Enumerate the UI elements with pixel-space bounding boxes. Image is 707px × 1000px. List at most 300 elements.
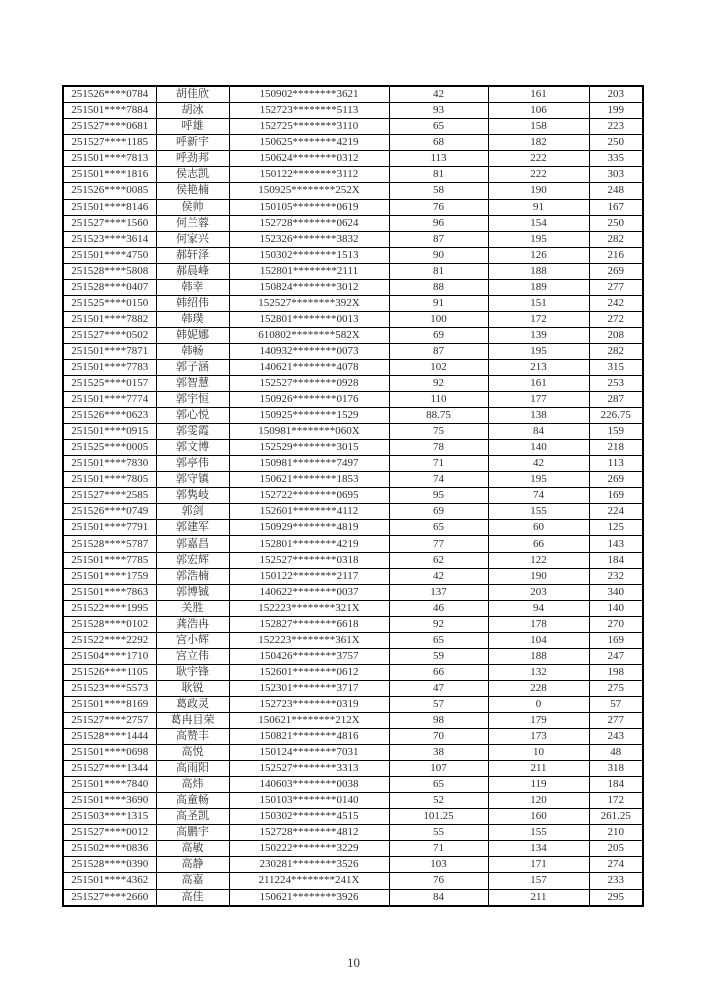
table-row xyxy=(63,809,643,825)
id-number-cell: 150925********252X xyxy=(229,183,389,199)
score-1-cell: 88.75 xyxy=(389,408,488,424)
score-2-cell: 160 xyxy=(488,809,589,825)
name-cell: 高雨阳 xyxy=(156,761,229,777)
score-2-cell: 154 xyxy=(488,215,589,231)
table-row xyxy=(63,873,643,889)
registration-number-cell: 251501****7774 xyxy=(63,392,156,408)
score-2-cell: 155 xyxy=(488,504,589,520)
name-cell: 郭宏辉 xyxy=(156,552,229,568)
id-number-cell: 152527********3313 xyxy=(229,761,389,777)
name-cell: 高敏 xyxy=(156,841,229,857)
score-1-cell: 47 xyxy=(389,680,488,696)
score-2-cell: 104 xyxy=(488,632,589,648)
score-2-cell: 172 xyxy=(488,311,589,327)
table-row xyxy=(63,713,643,729)
registration-number-cell: 251501****4750 xyxy=(63,247,156,263)
score-1-cell: 65 xyxy=(389,520,488,536)
score-1-cell: 77 xyxy=(389,536,488,552)
score-2-cell: 126 xyxy=(488,247,589,263)
id-number-cell: 152223********361X xyxy=(229,632,389,648)
score-1-cell: 57 xyxy=(389,696,488,712)
name-cell: 郭智慧 xyxy=(156,376,229,392)
score-1-cell: 102 xyxy=(389,359,488,375)
total-score-cell: 203 xyxy=(589,86,643,103)
table-row xyxy=(63,793,643,809)
table-row xyxy=(63,103,643,119)
table-row xyxy=(63,199,643,215)
registration-number-cell: 251522****2292 xyxy=(63,632,156,648)
total-score-cell: 318 xyxy=(589,761,643,777)
name-cell: 韩畅 xyxy=(156,343,229,359)
registration-number-cell: 251525****0157 xyxy=(63,376,156,392)
registration-number-cell: 251501****7791 xyxy=(63,520,156,536)
id-number-cell: 152801********2111 xyxy=(229,263,389,279)
score-2-cell: 188 xyxy=(488,648,589,664)
name-cell: 韩璞 xyxy=(156,311,229,327)
name-cell: 高佳 xyxy=(156,889,229,906)
name-cell: 高圣凯 xyxy=(156,809,229,825)
score-1-cell: 84 xyxy=(389,889,488,906)
score-1-cell: 78 xyxy=(389,440,488,456)
table-row xyxy=(63,327,643,343)
id-number-cell: 150302********1513 xyxy=(229,247,389,263)
table-row xyxy=(63,841,643,857)
total-score-cell: 275 xyxy=(589,680,643,696)
score-2-cell: 161 xyxy=(488,376,589,392)
total-score-cell: 250 xyxy=(589,215,643,231)
score-2-cell: 10 xyxy=(488,745,589,761)
score-1-cell: 65 xyxy=(389,119,488,135)
total-score-cell: 210 xyxy=(589,825,643,841)
score-2-cell: 173 xyxy=(488,729,589,745)
table-row xyxy=(63,729,643,745)
total-score-cell: 184 xyxy=(589,777,643,793)
id-number-cell: 152728********0624 xyxy=(229,215,389,231)
score-1-cell: 71 xyxy=(389,841,488,857)
registration-number-cell: 251501****7882 xyxy=(63,311,156,327)
name-cell: 郭子涵 xyxy=(156,359,229,375)
score-table xyxy=(62,85,644,907)
registration-number-cell: 251527****1185 xyxy=(63,135,156,151)
registration-number-cell: 251501****7884 xyxy=(63,103,156,119)
score-2-cell: 66 xyxy=(488,536,589,552)
total-score-cell: 274 xyxy=(589,857,643,873)
score-2-cell: 60 xyxy=(488,520,589,536)
score-1-cell: 101.25 xyxy=(389,809,488,825)
score-1-cell: 75 xyxy=(389,424,488,440)
id-number-cell: 150621********212X xyxy=(229,713,389,729)
table-row xyxy=(63,552,643,568)
registration-number-cell: 251501****4362 xyxy=(63,873,156,889)
score-2-cell: 94 xyxy=(488,600,589,616)
name-cell: 胡佳欣 xyxy=(156,86,229,103)
id-number-cell: 152722********0695 xyxy=(229,488,389,504)
id-number-cell: 150105********0619 xyxy=(229,199,389,215)
table-row xyxy=(63,311,643,327)
total-score-cell: 223 xyxy=(589,119,643,135)
table-row xyxy=(63,215,643,231)
registration-number-cell: 251528****5787 xyxy=(63,536,156,552)
registration-number-cell: 251526****0784 xyxy=(63,86,156,103)
score-1-cell: 71 xyxy=(389,456,488,472)
score-1-cell: 113 xyxy=(389,151,488,167)
table-row xyxy=(63,648,643,664)
id-number-cell: 610802********582X xyxy=(229,327,389,343)
table-row xyxy=(63,568,643,584)
total-score-cell: 303 xyxy=(589,167,643,183)
id-number-cell: 150625********4219 xyxy=(229,135,389,151)
registration-number-cell: 251501****7813 xyxy=(63,151,156,167)
total-score-cell: 184 xyxy=(589,552,643,568)
id-number-cell: 152601********0612 xyxy=(229,664,389,680)
id-number-cell: 150103********0140 xyxy=(229,793,389,809)
registration-number-cell: 251528****1444 xyxy=(63,729,156,745)
registration-number-cell: 251501****7805 xyxy=(63,472,156,488)
name-cell: 宫立伟 xyxy=(156,648,229,664)
registration-number-cell: 251523****3614 xyxy=(63,231,156,247)
total-score-cell: 242 xyxy=(589,295,643,311)
name-cell: 高赞丰 xyxy=(156,729,229,745)
score-2-cell: 139 xyxy=(488,327,589,343)
score-2-cell: 74 xyxy=(488,488,589,504)
name-cell: 高嘉 xyxy=(156,873,229,889)
score-2-cell: 119 xyxy=(488,777,589,793)
score-1-cell: 137 xyxy=(389,584,488,600)
registration-number-cell: 251528****5808 xyxy=(63,263,156,279)
total-score-cell: 125 xyxy=(589,520,643,536)
table-row xyxy=(63,247,643,263)
name-cell: 耿宇锋 xyxy=(156,664,229,680)
total-score-cell: 282 xyxy=(589,231,643,247)
name-cell: 郭浩楠 xyxy=(156,568,229,584)
name-cell: 韩绍伟 xyxy=(156,295,229,311)
score-2-cell: 222 xyxy=(488,151,589,167)
score-2-cell: 120 xyxy=(488,793,589,809)
registration-number-cell: 251526****0623 xyxy=(63,408,156,424)
total-score-cell: 269 xyxy=(589,263,643,279)
score-1-cell: 88 xyxy=(389,279,488,295)
id-number-cell: 150929********4819 xyxy=(229,520,389,536)
score-2-cell: 195 xyxy=(488,343,589,359)
score-2-cell: 161 xyxy=(488,86,589,103)
score-1-cell: 68 xyxy=(389,135,488,151)
id-number-cell: 140932********0073 xyxy=(229,343,389,359)
table-row xyxy=(63,584,643,600)
score-2-cell: 203 xyxy=(488,584,589,600)
name-cell: 何兰蓉 xyxy=(156,215,229,231)
score-1-cell: 81 xyxy=(389,167,488,183)
id-number-cell: 152723********0319 xyxy=(229,696,389,712)
total-score-cell: 340 xyxy=(589,584,643,600)
id-number-cell: 150981********060X xyxy=(229,424,389,440)
id-number-cell: 150122********3112 xyxy=(229,167,389,183)
name-cell: 郝晨峰 xyxy=(156,263,229,279)
registration-number-cell: 251503****1315 xyxy=(63,809,156,825)
score-2-cell: 157 xyxy=(488,873,589,889)
registration-number-cell: 251501****3690 xyxy=(63,793,156,809)
score-2-cell: 138 xyxy=(488,408,589,424)
score-1-cell: 87 xyxy=(389,231,488,247)
registration-number-cell: 251527****1560 xyxy=(63,215,156,231)
total-score-cell: 248 xyxy=(589,183,643,199)
total-score-cell: 208 xyxy=(589,327,643,343)
registration-number-cell: 251527****0502 xyxy=(63,327,156,343)
registration-number-cell: 251501****0698 xyxy=(63,745,156,761)
name-cell: 胡冰 xyxy=(156,103,229,119)
registration-number-cell: 251502****0836 xyxy=(63,841,156,857)
total-score-cell: 232 xyxy=(589,568,643,584)
name-cell: 郭建军 xyxy=(156,520,229,536)
registration-number-cell: 251523****5573 xyxy=(63,680,156,696)
total-score-cell: 272 xyxy=(589,311,643,327)
total-score-cell: 335 xyxy=(589,151,643,167)
table-row xyxy=(63,889,643,906)
table-row xyxy=(63,263,643,279)
id-number-cell: 152527********0928 xyxy=(229,376,389,392)
score-1-cell: 58 xyxy=(389,183,488,199)
score-1-cell: 107 xyxy=(389,761,488,777)
id-number-cell: 150621********3926 xyxy=(229,889,389,906)
id-number-cell: 150981********7497 xyxy=(229,456,389,472)
score-1-cell: 87 xyxy=(389,343,488,359)
table-row xyxy=(63,472,643,488)
name-cell: 侯帅 xyxy=(156,199,229,215)
score-1-cell: 55 xyxy=(389,825,488,841)
score-2-cell: 195 xyxy=(488,472,589,488)
registration-number-cell: 251527****0012 xyxy=(63,825,156,841)
score-1-cell: 46 xyxy=(389,600,488,616)
table-row xyxy=(63,86,643,103)
id-number-cell: 152326********3832 xyxy=(229,231,389,247)
total-score-cell: 295 xyxy=(589,889,643,906)
total-score-cell: 205 xyxy=(589,841,643,857)
total-score-cell: 287 xyxy=(589,392,643,408)
name-cell: 龚浩冉 xyxy=(156,616,229,632)
table-row xyxy=(63,359,643,375)
id-number-cell: 152527********0318 xyxy=(229,552,389,568)
registration-number-cell: 251501****0915 xyxy=(63,424,156,440)
registration-number-cell: 251525****0150 xyxy=(63,295,156,311)
score-2-cell: 106 xyxy=(488,103,589,119)
score-2-cell: 91 xyxy=(488,199,589,215)
table-row xyxy=(63,295,643,311)
registration-number-cell: 251527****2757 xyxy=(63,713,156,729)
registration-number-cell: 251526****1105 xyxy=(63,664,156,680)
score-2-cell: 213 xyxy=(488,359,589,375)
score-1-cell: 90 xyxy=(389,247,488,263)
score-1-cell: 74 xyxy=(389,472,488,488)
score-1-cell: 92 xyxy=(389,376,488,392)
name-cell: 葛冉目荣 xyxy=(156,713,229,729)
id-number-cell: 140603********0038 xyxy=(229,777,389,793)
score-1-cell: 69 xyxy=(389,504,488,520)
total-score-cell: 167 xyxy=(589,199,643,215)
score-1-cell: 98 xyxy=(389,713,488,729)
score-2-cell: 122 xyxy=(488,552,589,568)
registration-number-cell: 251527****0681 xyxy=(63,119,156,135)
table-row xyxy=(63,664,643,680)
table-row xyxy=(63,536,643,552)
total-score-cell: 169 xyxy=(589,632,643,648)
score-2-cell: 178 xyxy=(488,616,589,632)
score-2-cell: 134 xyxy=(488,841,589,857)
total-score-cell: 226.75 xyxy=(589,408,643,424)
table-row xyxy=(63,376,643,392)
registration-number-cell: 251528****0407 xyxy=(63,279,156,295)
name-cell: 耿锐 xyxy=(156,680,229,696)
score-2-cell: 190 xyxy=(488,568,589,584)
score-2-cell: 155 xyxy=(488,825,589,841)
score-2-cell: 182 xyxy=(488,135,589,151)
id-number-cell: 150124********7031 xyxy=(229,745,389,761)
registration-number-cell: 251527****2660 xyxy=(63,889,156,906)
table-row xyxy=(63,520,643,536)
total-score-cell: 224 xyxy=(589,504,643,520)
total-score-cell: 218 xyxy=(589,440,643,456)
score-1-cell: 81 xyxy=(389,263,488,279)
name-cell: 郭博铖 xyxy=(156,584,229,600)
id-number-cell: 150222********3229 xyxy=(229,841,389,857)
score-2-cell: 151 xyxy=(488,295,589,311)
score-1-cell: 42 xyxy=(389,568,488,584)
score-2-cell: 177 xyxy=(488,392,589,408)
id-number-cell: 211224********241X xyxy=(229,873,389,889)
total-score-cell: 277 xyxy=(589,713,643,729)
score-1-cell: 103 xyxy=(389,857,488,873)
score-1-cell: 91 xyxy=(389,295,488,311)
name-cell: 韩妮娜 xyxy=(156,327,229,343)
score-table-body xyxy=(63,86,643,906)
table-row xyxy=(63,456,643,472)
name-cell: 郝轩泽 xyxy=(156,247,229,263)
registration-number-cell: 251525****0005 xyxy=(63,440,156,456)
total-score-cell: 199 xyxy=(589,103,643,119)
registration-number-cell: 251528****0102 xyxy=(63,616,156,632)
total-score-cell: 233 xyxy=(589,873,643,889)
score-2-cell: 179 xyxy=(488,713,589,729)
table-row xyxy=(63,231,643,247)
score-2-cell: 189 xyxy=(488,279,589,295)
name-cell: 郭宇恒 xyxy=(156,392,229,408)
id-number-cell: 140621********4078 xyxy=(229,359,389,375)
name-cell: 高童畅 xyxy=(156,793,229,809)
total-score-cell: 282 xyxy=(589,343,643,359)
id-number-cell: 152801********4219 xyxy=(229,536,389,552)
name-cell: 高静 xyxy=(156,857,229,873)
table-row xyxy=(63,696,643,712)
total-score-cell: 169 xyxy=(589,488,643,504)
name-cell: 侯艳楠 xyxy=(156,183,229,199)
total-score-cell: 253 xyxy=(589,376,643,392)
table-row xyxy=(63,392,643,408)
table-row xyxy=(63,183,643,199)
total-score-cell: 57 xyxy=(589,696,643,712)
table-row xyxy=(63,825,643,841)
table-row xyxy=(63,408,643,424)
registration-number-cell: 251501****7785 xyxy=(63,552,156,568)
score-2-cell: 195 xyxy=(488,231,589,247)
id-number-cell: 150624********0312 xyxy=(229,151,389,167)
score-1-cell: 92 xyxy=(389,616,488,632)
registration-number-cell: 251527****2585 xyxy=(63,488,156,504)
score-1-cell: 96 xyxy=(389,215,488,231)
score-2-cell: 211 xyxy=(488,761,589,777)
registration-number-cell: 251501****7830 xyxy=(63,456,156,472)
name-cell: 关胜 xyxy=(156,600,229,616)
id-number-cell: 152529********3015 xyxy=(229,440,389,456)
score-2-cell: 42 xyxy=(488,456,589,472)
id-number-cell: 152725********3110 xyxy=(229,119,389,135)
total-score-cell: 269 xyxy=(589,472,643,488)
id-number-cell: 230281********3526 xyxy=(229,857,389,873)
total-score-cell: 250 xyxy=(589,135,643,151)
table-row xyxy=(63,167,643,183)
registration-number-cell: 251526****0749 xyxy=(63,504,156,520)
total-score-cell: 198 xyxy=(589,664,643,680)
score-1-cell: 110 xyxy=(389,392,488,408)
id-number-cell: 150902********3621 xyxy=(229,86,389,103)
table-row xyxy=(63,600,643,616)
id-number-cell: 150821********4816 xyxy=(229,729,389,745)
score-1-cell: 59 xyxy=(389,648,488,664)
registration-number-cell: 251504****1710 xyxy=(63,648,156,664)
score-1-cell: 69 xyxy=(389,327,488,343)
table-row xyxy=(63,680,643,696)
score-2-cell: 132 xyxy=(488,664,589,680)
score-1-cell: 76 xyxy=(389,873,488,889)
name-cell: 郭剑 xyxy=(156,504,229,520)
table-row xyxy=(63,440,643,456)
table-row xyxy=(63,632,643,648)
total-score-cell: 143 xyxy=(589,536,643,552)
score-2-cell: 0 xyxy=(488,696,589,712)
name-cell: 郭嘉昌 xyxy=(156,536,229,552)
id-number-cell: 152301********3717 xyxy=(229,680,389,696)
table-row xyxy=(63,504,643,520)
id-number-cell: 152601********4112 xyxy=(229,504,389,520)
score-1-cell: 38 xyxy=(389,745,488,761)
total-score-cell: 315 xyxy=(589,359,643,375)
id-number-cell: 152827********6618 xyxy=(229,616,389,632)
score-1-cell: 65 xyxy=(389,777,488,793)
score-1-cell: 100 xyxy=(389,311,488,327)
id-number-cell: 152801********0013 xyxy=(229,311,389,327)
total-score-cell: 172 xyxy=(589,793,643,809)
registration-number-cell: 251501****1816 xyxy=(63,167,156,183)
name-cell: 郭心悦 xyxy=(156,408,229,424)
id-number-cell: 150426********3757 xyxy=(229,648,389,664)
registration-number-cell: 251501****7783 xyxy=(63,359,156,375)
registration-number-cell: 251501****7871 xyxy=(63,343,156,359)
score-1-cell: 93 xyxy=(389,103,488,119)
id-number-cell: 150824********3012 xyxy=(229,279,389,295)
name-cell: 何家兴 xyxy=(156,231,229,247)
score-2-cell: 228 xyxy=(488,680,589,696)
table-row xyxy=(63,279,643,295)
id-number-cell: 150926********0176 xyxy=(229,392,389,408)
name-cell: 高悦 xyxy=(156,745,229,761)
total-score-cell: 140 xyxy=(589,600,643,616)
total-score-cell: 48 xyxy=(589,745,643,761)
page-number: 10 xyxy=(347,955,360,970)
score-2-cell: 222 xyxy=(488,167,589,183)
table-row xyxy=(63,761,643,777)
table-row xyxy=(63,616,643,632)
table-row xyxy=(63,119,643,135)
score-2-cell: 211 xyxy=(488,889,589,906)
name-cell: 韩幸 xyxy=(156,279,229,295)
score-1-cell: 62 xyxy=(389,552,488,568)
